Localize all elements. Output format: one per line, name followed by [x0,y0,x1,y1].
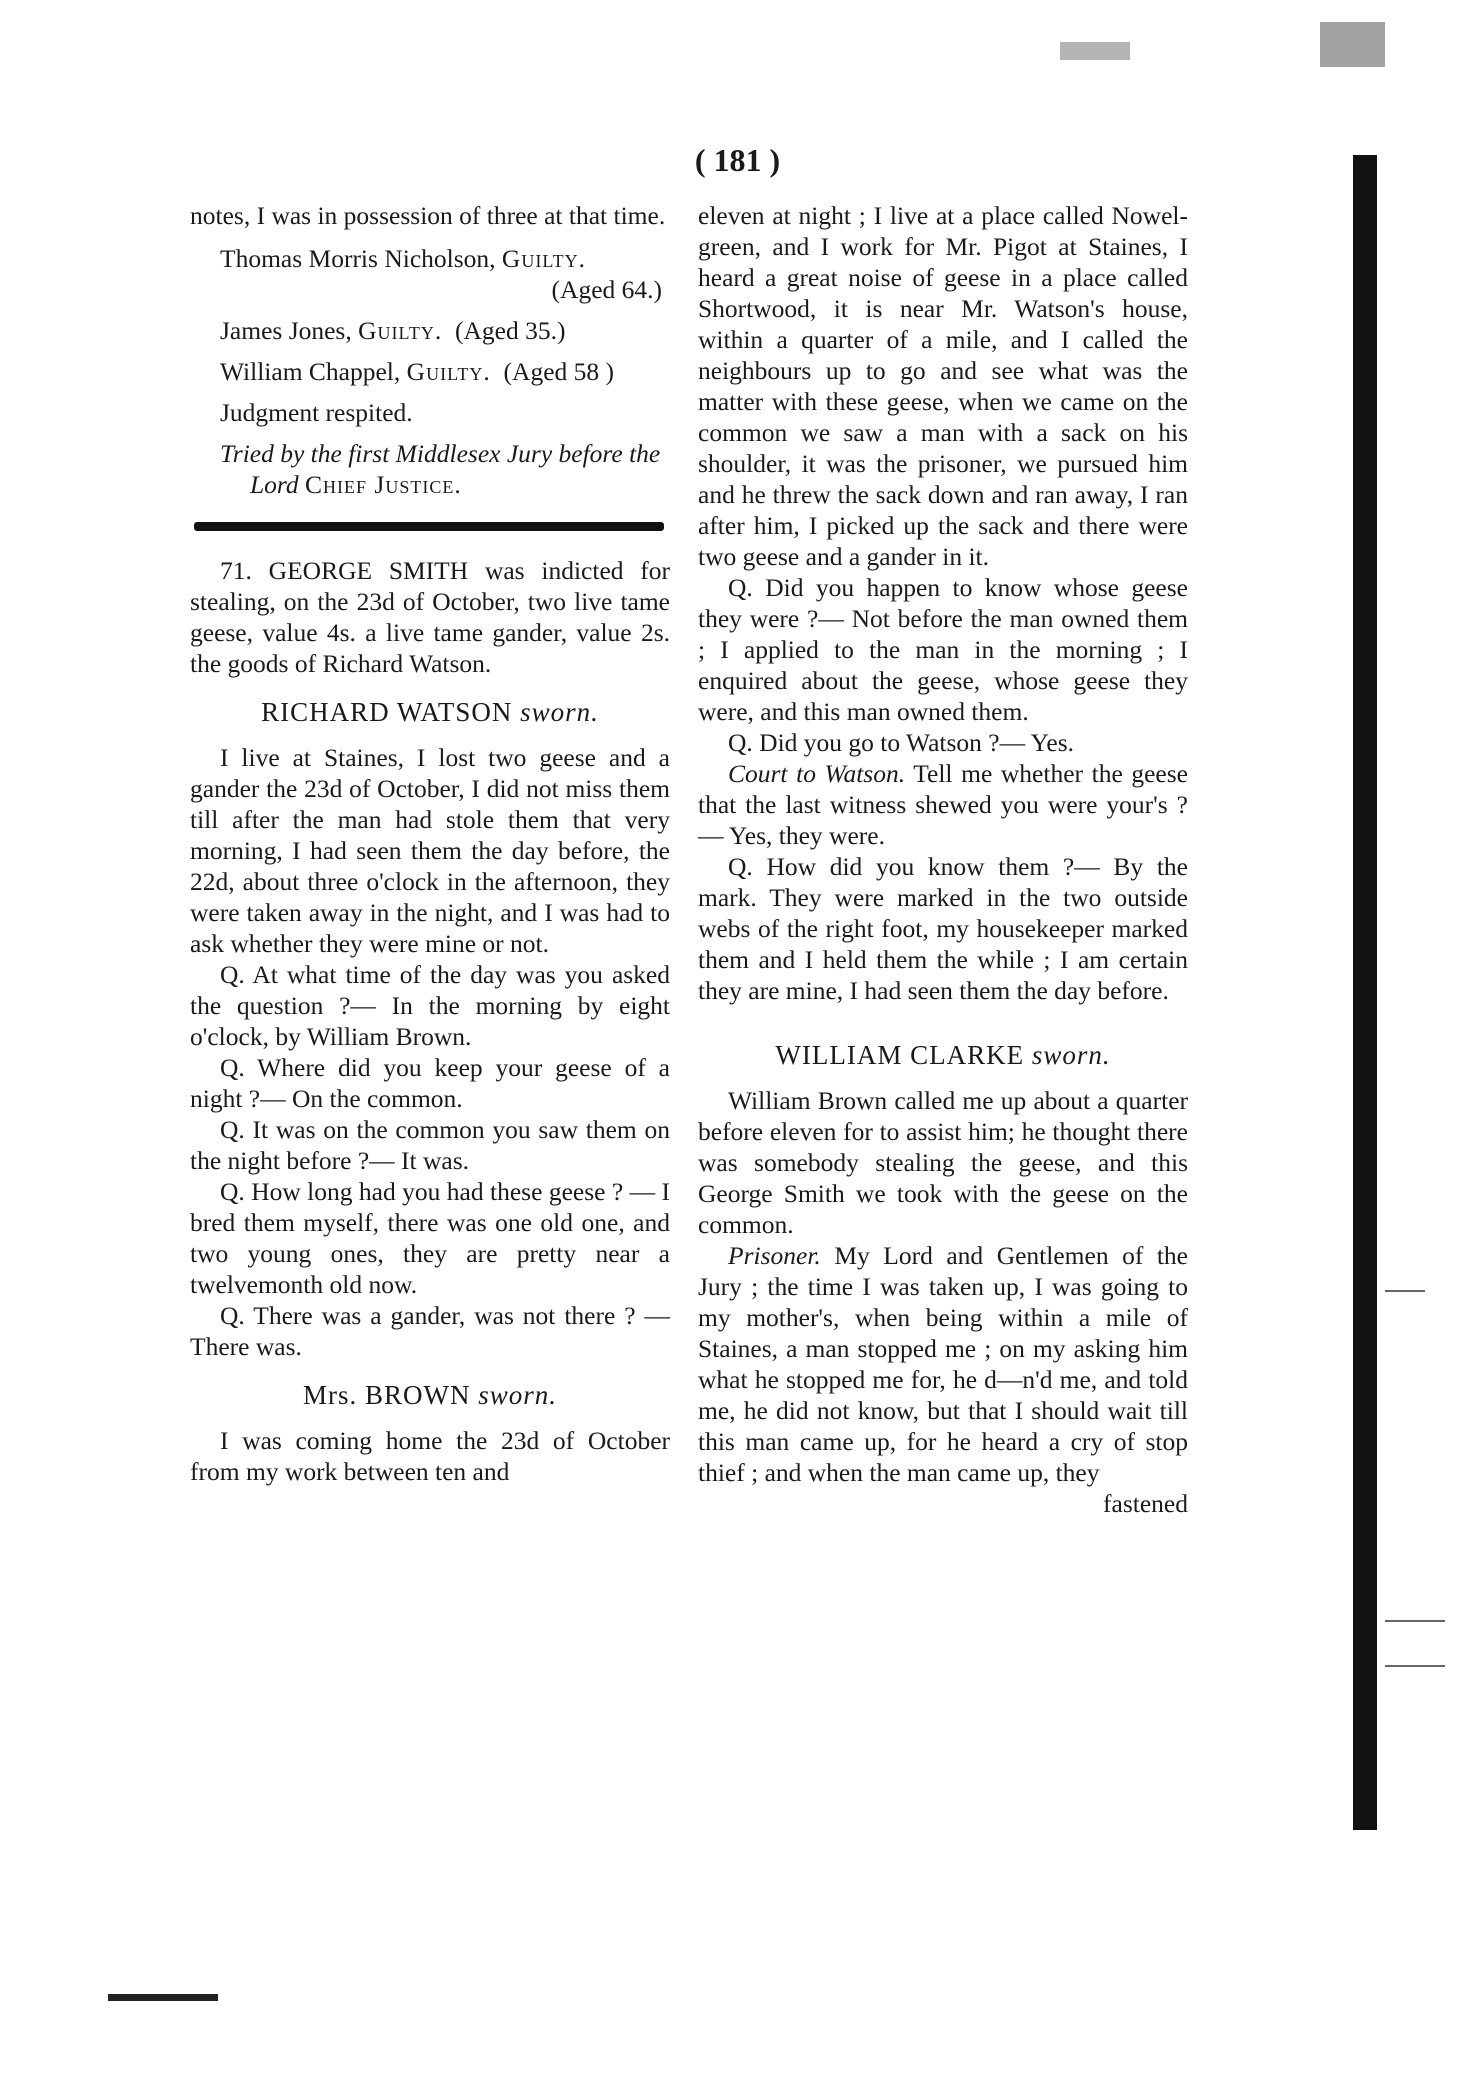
page-number: ( 181 ) [694,142,781,178]
indictment-text: was indicted for stealing, on the 23d of October, two live tame geese, value 4s. a live tame gander, value 2s. the goods of Richard Watson. [190,556,671,678]
scan-bottom-mark [108,1994,218,2001]
tried-by-note [190,438,670,500]
defendant-age: (Aged 35.) [454,316,566,345]
witness-sworn: sworn. [478,1380,558,1410]
scan-dash [1385,1665,1445,1667]
case-paragraph [190,555,670,679]
witness-heading [190,697,670,728]
defendant-age: (Aged 58 ) [503,357,614,386]
scan-corner-mark [1320,22,1385,67]
scan-dash [1385,1620,1445,1622]
court-question [698,758,1188,851]
verdict-text: Guilty. [358,316,443,345]
tried-by-text: Tried by the first Middlesex Jury before the [220,439,661,468]
right-column [698,200,1188,1519]
verdict-text: Guilty. [501,244,587,273]
tried-by-justice: Chief Justice. [305,470,462,499]
court-label: Court to Watson. [728,759,906,788]
testimony-paragraph: William Brown called me up about a quarter before eleven for to assist him; he thought there was somebody stealing the geese, and this George Smith we took with the geese on the common. [698,1086,1188,1239]
qa-paragraph: Q. At what time of the day was you asked the question ?— In the morning by eight o'clock, by William Brown. [190,960,670,1051]
defendant-name: William Chappel, [220,357,407,386]
witness-name: RICHARD WATSON [261,697,513,727]
verdict-entry [220,315,670,346]
scan-stamp-mark [1060,42,1130,60]
verdict-list [190,243,670,387]
qa-paragraph: Q. Where did you keep your geese of a night ?— On the common. [190,1053,670,1113]
qa-paragraph: Q. It was on the common you saw them on the night before ?— It was. [190,1115,670,1175]
prisoner-label: Prisoner. [728,1241,821,1270]
witness-sworn: sworn. [1031,1040,1111,1070]
witness-name: Mrs. BROWN [302,1380,471,1410]
prisoner-text: My Lord and Gentlemen of the Jury ; the time I was taken up, I was going to my mother's, when being within a mile of Staines, a man stopped me ; on my asking him what he stopped me for, he d—n'd me, and told me, he did not know, but that I should wait till this man came up, for he heard a cry of stop thief ; and when the man came up, they [698,1241,1188,1487]
qa-paragraph: Q. How long had you had these geese ? — I bred them myself, there was one old one, and two young ones, they are pretty near a twelvemonth old now. [190,1177,670,1299]
prisoner-defence [698,1240,1188,1488]
court-text: Tell me whether the geese that the last witness shewed you were your's ?— Yes, they were. [698,759,1188,850]
witness-name: WILLIAM CLARKE [775,1040,1025,1070]
witness-heading [698,1040,1188,1071]
scan-dash [1385,1290,1425,1292]
left-column [190,200,670,1487]
judgment-note: Judgment respited. [220,398,413,427]
section-rule [194,522,664,531]
tried-by-lord: Lord [250,470,299,499]
defendant-name-heading: GEORGE SMITH [268,556,469,585]
qa-paragraph: Q. There was a gander, was not there ? — There was. [190,1301,670,1361]
witness-sworn: sworn. [520,697,599,727]
verdict-entry [220,243,670,305]
defendant-name: James Jones, [220,316,359,345]
testimony-paragraph: I was coming home the 23d of October from my work between ten and [190,1426,670,1486]
defendant-age: (Aged 64.) [551,275,662,304]
witness-heading [190,1380,670,1411]
catchword: fastened [1103,1489,1188,1518]
defendant-name: Thomas Morris Nicholson, [220,244,502,273]
qa-paragraph: Q. How did you know them ?— By the mark. They were marked in the two outside webs of the right foot, my housekeeper marked them and I held them the while ; I am certain they are mine, I had seen them the day before. [698,852,1188,1005]
verdict-text: Guilty. [406,357,491,386]
case-number: 71. [220,556,252,585]
verdict-entry [220,356,670,387]
scan-edge-shadow [1353,155,1377,1830]
qa-paragraph: Q. Did you happen to know whose geese they were ?— Not before the man owned them ; I applied to the man in the morning ; I enquired about the geese, whose geese they were, and this man owned them. [698,573,1188,726]
intro-paragraph: notes, I was in possession of three at that time. [190,201,666,230]
testimony-paragraph: I live at Staines, I lost two geese and a gander the 23d of October, I did not miss them till after the man had stole them that very morning, I had seen them the day before, the 22d, about three o'clock in the afternoon, they were taken away in the night, and I was had to ask whether they were mine or not. [190,743,670,958]
qa-paragraph: Q. Did you go to Watson ?— Yes. [728,728,1074,757]
testimony-continued: eleven at night ; I live at a place called Nowel-green, and I work for Mr. Pigot at Staines, I heard a great noise of geese in a place called Shortwood, it is near Mr. Watson's house, within a quarter of a mile, and I called the neighbours up to go and see what was the matter with these geese, when we came on the common we saw a man with a sack on his shoulder, it was the prisoner, we pursued him and he threw the sack down and ran away, I ran after him, I picked up the sack and there were two geese and a gander in it. [698,201,1188,571]
